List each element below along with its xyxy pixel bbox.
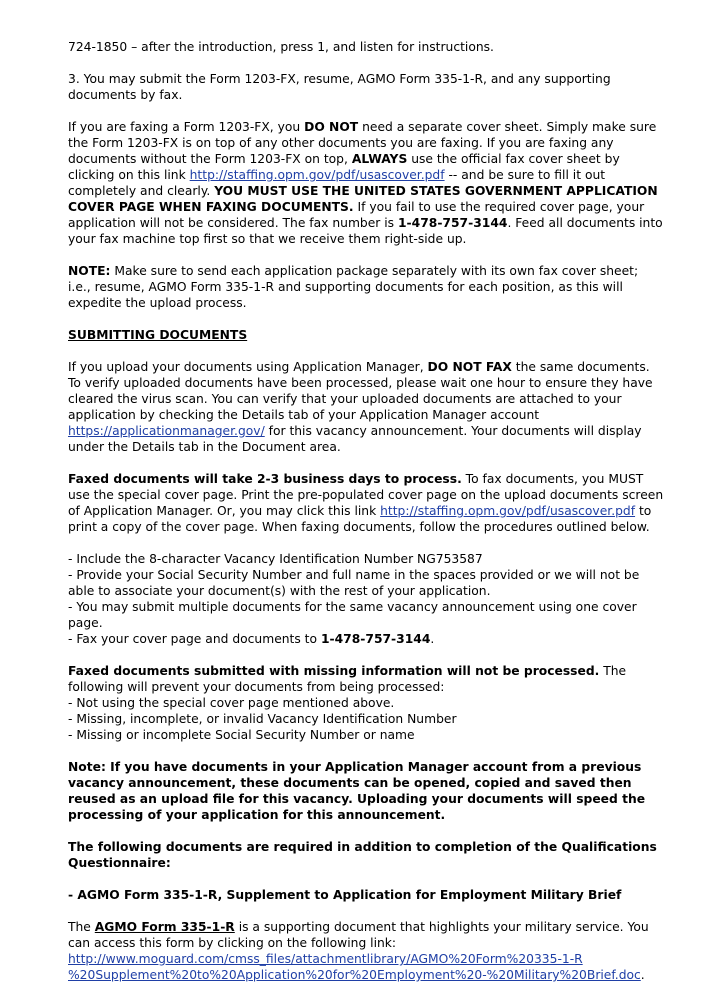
- note-label: NOTE:: [68, 264, 111, 278]
- agmo-form-link[interactable]: http://www.moguard.com/cmss_files/attachmentlibrary/AGMO%20Form%20335-1-R %20Supplement%20to%20Application%20for%20Employment%20-%20Military%20Brief.doc: [68, 952, 641, 982]
- document-page: [68, 39, 664, 983]
- faxed-documents-paragraph: Faxed documents will take 2-3 business days to process. To fax documents, you MUST use the special cover page. Print the pre-populated cover page on the upload documents screen of Application Manager. Or, you may click this link http://staffing.opm.gov/pdf/usascover.pdf to print a copy of the cover page. When faxing documents, follow the procedures outlined below.: [68, 472, 664, 534]
- item-3: 3. You may submit the Form 1203-FX, resume, AGMO Form 335-1-R, and any supporting documents by fax.: [68, 72, 611, 102]
- fax-number: 1-478-757-3144: [398, 216, 508, 230]
- fax-number-2: 1-478-757-3144: [320, 632, 431, 646]
- required-documents-heading: The following documents are required in addition to completion of the Qualifications Questionnaire:: [68, 840, 657, 870]
- do-not-fax-emphasis: DO NOT FAX: [427, 360, 512, 374]
- processing-time-emphasis: Faxed documents will take 2-3 business days to process.: [68, 472, 462, 486]
- note-paragraph: NOTE: Make sure to send each application package separately with its own fax cover sheet; i.e., resume, AGMO Form 335-1-R and supporting documents for each position, as this will expedite the upload process.: [68, 264, 639, 310]
- agmo-form-heading: - AGMO Form 335-1-R, Supplement to Application for Employment Military Brief: [68, 888, 622, 902]
- do-not-emphasis: DO NOT: [304, 120, 359, 134]
- list-item: - Include the 8-character Vacancy Identification Number NG753587: [68, 552, 483, 566]
- agmo-form-paragraph: The AGMO Form 335-1-R is a supporting document that highlights your military service. You can access this form by clicking on the following link: http://www.moguard.com/cmss_files/attachmentlibrary/AGMO%20Form%20335-1-R %20Supplement%20to%20Application%20for%20Employment%20-%20Military%20Brief.doc.: [68, 920, 649, 982]
- fax-cover-paragraph: If you are faxing a Form 1203-FX, you DO NOT need a separate cover sheet. Simply make sure the Form 1203-FX is on top of any other documents you are faxing. If you are faxing any documents without the Form 1203-FX on top, ALWAYS use the official fax cover sheet by clicking on this link http://staffing.opm.gov/pdf/usascover.pdf -- and be sure to fill it out completely and clearly. YOU MUST USE THE UNITED STATES GOVERNMENT APPLICATION COVER PAGE WHEN FAXING DOCUMENTS. If you fail to use the required cover page, your application will not be considered. The fax number is 1-478-757-3144. Feed all documents into your fax machine top first so that we receive them right-side up.: [68, 120, 663, 246]
- submitting-documents-heading: SUBMITTING DOCUMENTS: [68, 328, 248, 342]
- agmo-form-name: AGMO Form 335-1-R: [94, 920, 235, 934]
- missing-info-emphasis: Faxed documents submitted with missing information will not be processed.: [68, 664, 600, 678]
- always-emphasis: ALWAYS: [351, 152, 408, 166]
- list-item: - You may submit multiple documents for the same vacancy announcement using one cover page.: [68, 600, 637, 630]
- application-manager-link[interactable]: https://applicationmanager.gov/: [68, 424, 265, 438]
- list-item: - Missing, incomplete, or invalid Vacancy Identification Number: [68, 712, 457, 726]
- list-item: - Provide your Social Security Number and full name in the spaces provided or we will not be able to associate your document(s) with the rest of your application.: [68, 568, 640, 598]
- intro-line: 724-1850 – after the introduction, press 1, and listen for instructions.: [68, 40, 494, 54]
- list-item: - Missing or incomplete Social Security Number or name: [68, 728, 415, 742]
- usascover-link[interactable]: http://staffing.opm.gov/pdf/usascover.pdf: [189, 168, 445, 182]
- list-item: - Not using the special cover page mentioned above.: [68, 696, 395, 710]
- reuse-documents-note: Note: If you have documents in your Application Manager account from a previous vacancy announcement, these documents can be opened, copied and saved then reused as an upload file for this vacancy. Uploading your documents will speed the processing of your application for this announcement.: [68, 760, 646, 822]
- list-item: - Fax your cover page and documents to 1-478-757-3144.: [68, 632, 435, 646]
- missing-information-paragraph: Faxed documents submitted with missing information will not be processed. The following will prevent your documents from being processed: - Not using the special cover page mentioned above. - Missing, incomplete, or invalid Vacancy Identification Number - Missing or incomplete Social Security Number or name: [68, 663, 664, 743]
- fax-procedures-list: [68, 551, 664, 647]
- usascover-link-2[interactable]: http://staffing.opm.gov/pdf/usascover.pdf: [380, 504, 636, 518]
- upload-paragraph: If you upload your documents using Application Manager, DO NOT FAX the same documents. To verify uploaded documents have been processed, please wait one hour to ensure they have cleared the virus scan. You can verify that your uploaded documents are attached to your application by checking the Details tab of your Application Manager account https://applicationmanager.gov/ for this vacancy announcement. Your documents will display under the Details tab in the Document area.: [68, 360, 653, 454]
- must-use-cover-page-warning: YOU MUST USE THE UNITED STATES GOVERNMENT APPLICATION COVER PAGE WHEN FAXING DOCUMENTS.: [68, 184, 658, 214]
